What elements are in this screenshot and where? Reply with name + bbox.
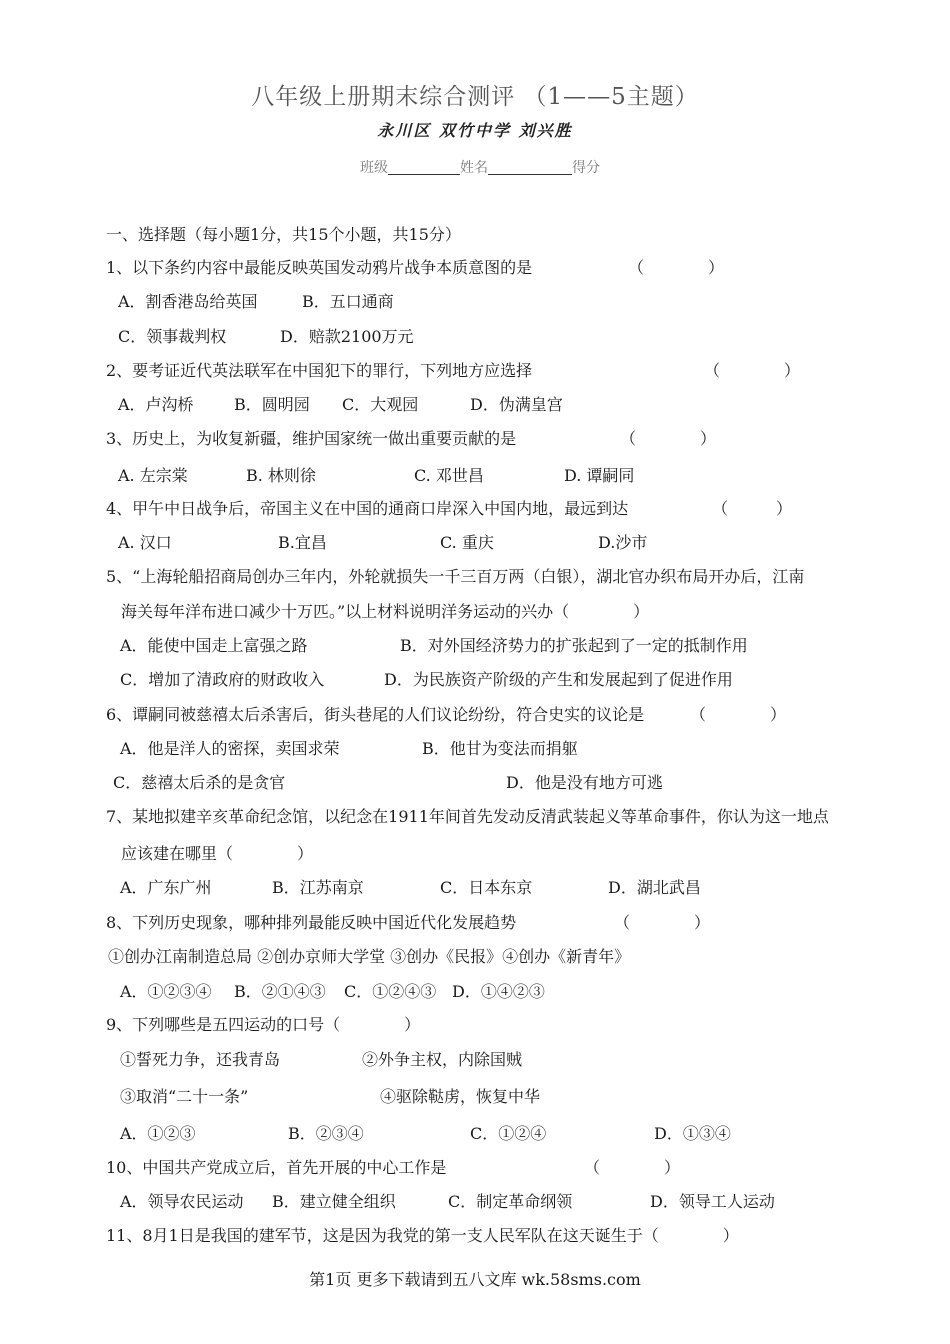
question-5-option-d: D．为民族资产阶级的产生和发展起到了促进作用 (384, 670, 733, 689)
question-1-text: 1、以下条约内容中最能反映英国发动鸦片战争本质意图的是 (106, 258, 533, 277)
question-10-option-a: A．领导农民运动 (120, 1192, 244, 1211)
question-9-text: 9、下列哪些是五四运动的口号（ ） (106, 1015, 421, 1034)
question-2-option-c: C．大观园 (342, 395, 419, 414)
question-9-option-c: C．①②④ (470, 1124, 547, 1143)
question-10-option-c: C．制定革命纲领 (448, 1192, 573, 1211)
question-8-option-c: C．①②④③ (344, 982, 437, 1001)
question-2-option-d: D．伪满皇宫 (470, 395, 563, 414)
question-2-answer-bracket: （ ） (704, 361, 801, 380)
page-title: 八年级上册期末综合测评 （1——5主题） (251, 84, 699, 110)
question-9-option-d: D．①③④ (654, 1124, 731, 1143)
question-6-answer-bracket: （ ） (690, 705, 787, 724)
question-10-option-d: D．领导工人运动 (650, 1192, 775, 1211)
question-8-option-b: B．②①④③ (234, 982, 326, 1001)
question-4-option-c: C. 重庆 (440, 533, 494, 552)
question-9-slogan-3: ③取消“二十一条” (120, 1087, 249, 1106)
question-1-option-d: D．赔款2100万元 (280, 327, 414, 346)
question-1-answer-bracket: （ ） (628, 258, 725, 277)
question-8-option-d: D．①④②③ (452, 982, 545, 1001)
question-10-answer-bracket: （ ） (584, 1158, 681, 1177)
question-8-option-a: A．①②③④ (120, 982, 212, 1001)
class-label: 班级 (360, 160, 388, 176)
question-8-event-list: ①创办江南制造总局 ②创办京师大学堂 ③创办《民报》④创办《新青年》 (108, 947, 631, 966)
question-1-option-c: C．领事裁判权 (118, 327, 227, 346)
question-3-option-b: B. 林则徐 (246, 466, 316, 485)
question-7-option-a: A．广东广州 (120, 878, 212, 897)
author-line: 永川区 双竹中学 刘兴胜 (377, 121, 573, 140)
question-9-slogan-1: ①誓死力争，还我青岛 (120, 1050, 281, 1069)
question-1-option-a: A．割香港岛给英国 (118, 292, 258, 311)
question-3-text: 3、历史上，为收复新疆，维护国家统一做出重要贡献的是 (106, 429, 517, 448)
question-4-answer-bracket: （ ） (712, 499, 793, 518)
question-10-text: 10、中国共产党成立后，首先开展的中心工作是 (106, 1158, 447, 1177)
page-footer: 第1页 更多下载请到五八文库 wk.58sms.com (309, 1270, 641, 1289)
question-2-option-a: A．卢沟桥 (118, 395, 194, 414)
question-6-option-a: A．他是洋人的密探，卖国求荣 (120, 739, 340, 758)
question-11-text: 11、8月1日是我国的建军节，这是因为我党的第一支人民军队在这天诞生于（ ） (106, 1226, 739, 1245)
question-3-answer-bracket: （ ） (620, 429, 717, 448)
question-5-option-c: C．增加了清政府的财政收入 (120, 670, 325, 689)
question-7-text: 7、某地拟建辛亥革命纪念馆，以纪念在1911年间首先发动反清武装起义等革命事件，你认为这一地点 (106, 807, 829, 826)
question-7-option-d: D．湖北武昌 (608, 878, 701, 897)
score-label: 得分 (572, 160, 600, 176)
question-4-option-b: B.宜昌 (278, 533, 327, 552)
question-4-option-d: D.沙市 (598, 533, 648, 552)
question-5-text-continued: 海关每年洋布进口减少十万匹。”以上材料说明洋务运动的兴办（ ） (121, 602, 650, 621)
class-blank (388, 160, 460, 175)
question-7-option-c: C．日本东京 (440, 878, 533, 897)
question-9-option-a: A．①②③ (120, 1124, 196, 1143)
question-5-option-a: A．能使中国走上富强之路 (120, 636, 308, 655)
student-info-line (360, 157, 600, 177)
question-2-option-b: B．圆明园 (234, 395, 310, 414)
question-8-text: 8、下列历史现象，哪种排列最能反映中国近代化发展趋势 (106, 913, 517, 932)
name-label: 姓名 (460, 160, 488, 176)
question-6-option-d: D．他是没有地方可逃 (506, 773, 663, 792)
question-7-option-b: B．江苏南京 (272, 878, 364, 897)
question-2-text: 2、要考证近代英法联军在中国犯下的罪行，下列地方应选择 (106, 361, 533, 380)
question-8-answer-bracket: （ ） (614, 913, 711, 932)
question-6-option-b: B．他甘为变法而捐躯 (422, 739, 578, 758)
question-3-option-c: C. 邓世昌 (414, 466, 484, 485)
question-4-text: 4、甲午中日战争后，帝国主义在中国的通商口岸深入中国内地，最远到达 (106, 499, 629, 518)
question-10-option-b: B．建立健全组织 (272, 1192, 396, 1211)
name-blank (488, 160, 572, 175)
question-1-option-b: B．五口通商 (302, 292, 394, 311)
question-6-text: 6、谭嗣同被慈禧太后杀害后，街头巷尾的人们议论纷纷，符合史实的议论是 (106, 705, 645, 724)
question-4-option-a: A. 汉口 (118, 533, 172, 552)
question-3-option-d: D. 谭嗣同 (564, 466, 635, 485)
question-7-text-continued: 应该建在哪里（ ） (121, 844, 314, 863)
question-9-slogan-2: ②外争主权，内除国贼 (362, 1050, 523, 1069)
question-5-text: 5、“上海轮船招商局创办三年内，外轮就损失一千三百万两（白银），湖北官办织布局开办后，江南 (106, 567, 805, 586)
question-9-option-b: B．②③④ (288, 1124, 364, 1143)
section-heading: 一、选择题（每小题1分，共15个小题，共15分） (106, 225, 461, 244)
question-5-option-b: B．对外国经济势力的扩张起到了一定的抵制作用 (400, 636, 748, 655)
question-6-option-c: C．慈禧太后杀的是贪官 (113, 773, 286, 792)
question-9-slogan-4: ④驱除鞑虏，恢复中华 (380, 1087, 541, 1106)
question-3-option-a: A. 左宗棠 (118, 466, 188, 485)
